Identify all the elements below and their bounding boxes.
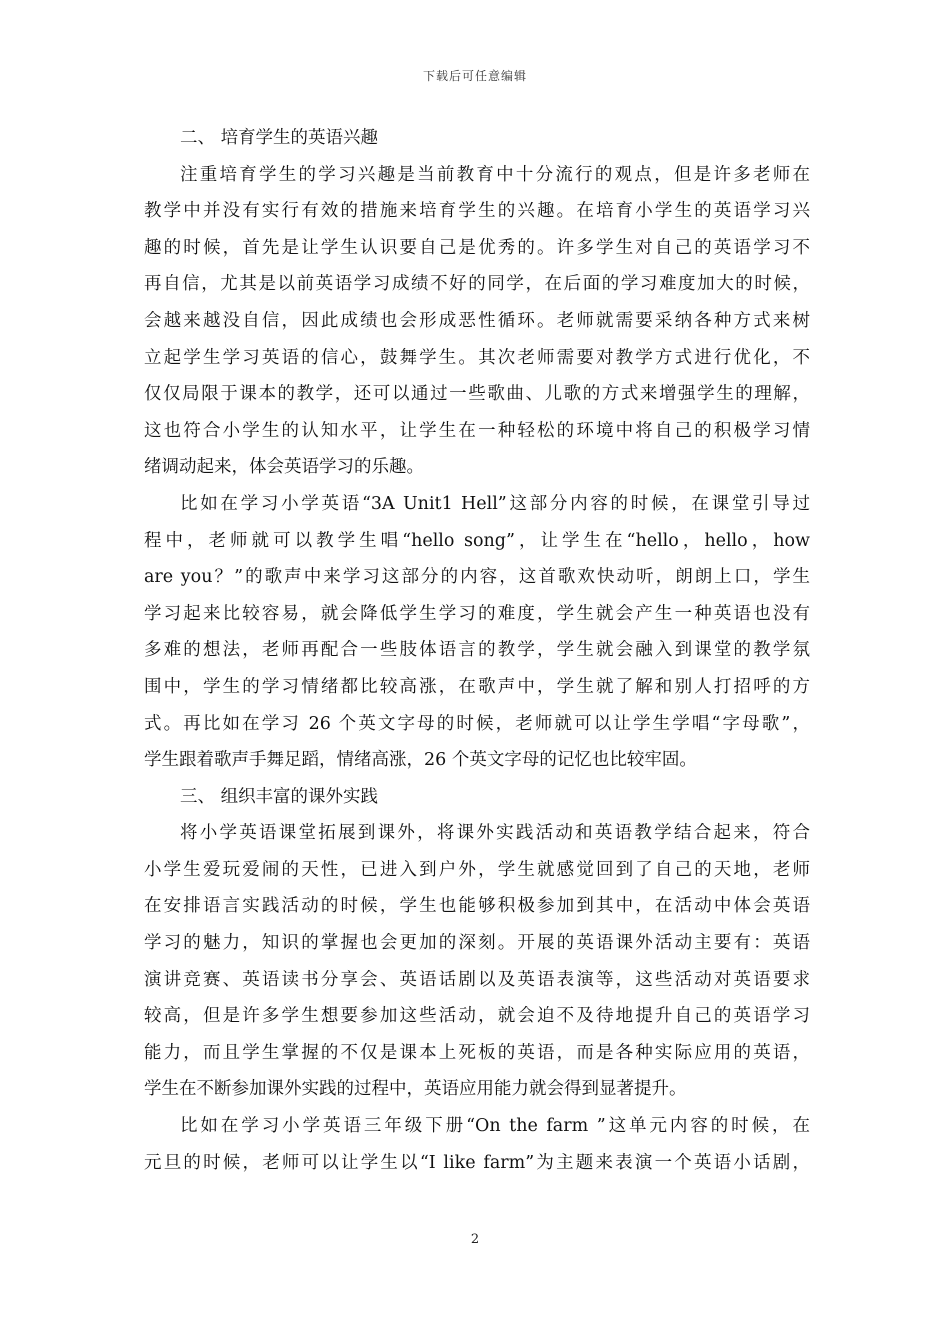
paragraph bbox=[144, 815, 810, 1108]
paragraph-line: 能力，而且学生掌握的不仅是课本上死板的英语，而是各种实际应用的英语， bbox=[144, 1042, 810, 1063]
paragraph-line: 程中，老师就可以教学生唱“hello song”，让学生在“hello，hello，how bbox=[144, 530, 810, 551]
paragraph-line: 演讲竞赛、英语读书分享会、英语话剧以及英语表演等，这些活动对英语要求 bbox=[144, 969, 810, 990]
paragraph bbox=[144, 157, 810, 486]
paragraph-line: 学生在不断参加课外实践的过程中，英语应用能力就会得到显著提升。 bbox=[144, 1079, 687, 1100]
paragraph-line: 围中，学生的学习情绪都比较高涨，在歌声中，学生就了解和别人打招呼的方 bbox=[144, 676, 810, 697]
paragraph-line: 教学中并没有实行有效的措施来培育学生的兴趣。在培育小学生的英语学习兴 bbox=[144, 201, 810, 222]
paragraph-line: 多难的想法，老师再配合一些肢体语言的教学，学生就会融入到课堂的教学氛 bbox=[144, 640, 810, 661]
paragraph-line: 注重培育学生的学习兴趣是当前教育中十分流行的观点，但是许多老师在 bbox=[180, 164, 810, 185]
page-number: 2 bbox=[470, 1232, 480, 1247]
paragraph-line: 小学生爱玩爱闹的天性，已进入到户外，学生就感觉回到了自己的天地，老师 bbox=[144, 859, 810, 880]
paragraph-line: 立起学生学习英语的信心，鼓舞学生。其次老师需要对教学方式进行优化，不 bbox=[144, 347, 810, 368]
paragraph-line: 式。再比如在学习 26 个英文字母的时候，老师就可以让学生学唱“字母歌”， bbox=[144, 713, 810, 734]
paragraph bbox=[144, 486, 810, 779]
section-heading bbox=[144, 120, 810, 157]
paragraph-line: 趣的时候，首先是让学生认识要自己是优秀的。许多学生对自己的英语学习不 bbox=[144, 237, 810, 258]
paragraph-line: 会越来越没自信，因此成绩也会形成恶性循环。老师就需要采纳各种方式来树 bbox=[144, 310, 810, 331]
heading-text: 二、 培育学生的英语兴趣 bbox=[180, 128, 379, 148]
section-heading bbox=[144, 779, 810, 816]
paragraph-line: 将小学英语课堂拓展到课外，将课外实践活动和英语教学结合起来，符合 bbox=[180, 823, 810, 844]
paragraph-line: 仅仅局限于课本的教学，还可以通过一些歌曲、儿歌的方式来增强学生的理解， bbox=[144, 384, 810, 405]
page-header: 下载后可任意编辑 bbox=[422, 69, 527, 83]
paragraph-line: 比如在学习小学英语三年级下册“On the farm ”这单元内容的时候，在 bbox=[180, 1116, 810, 1137]
paragraph-line: 学生跟着歌声手舞足蹈，情绪高涨，26 个英文字母的记忆也比较牢固。 bbox=[144, 750, 697, 771]
paragraph-line: 学习的魅力，知识的掌握也会更加的深刻。开展的英语课外活动主要有：英语 bbox=[144, 933, 810, 954]
paragraph-line: 学习起来比较容易，就会降低学生学习的难度，学生就会产生一种英语也没有 bbox=[144, 603, 810, 624]
paragraph-line: are you？”的歌声中来学习这部分的内容，这首歌欢快动听，朗朗上口，学生 bbox=[144, 567, 810, 588]
paragraph-line: 在安排语言实践活动的时候，学生也能够积极参加到其中，在活动中体会英语 bbox=[144, 896, 810, 917]
paragraph-line: 比如在学习小学英语“3A Unit1 Hell”这部分内容的时候，在课堂引导过 bbox=[180, 493, 810, 514]
paragraph bbox=[144, 1108, 810, 1181]
paragraph-line: 再自信，尤其是以前英语学习成绩不好的同学，在后面的学习难度加大的时候， bbox=[144, 274, 810, 295]
paragraph-line: 较高，但是许多学生想要参加这些活动，就会迫不及待地提升自己的英语学习 bbox=[144, 1006, 810, 1027]
paragraph-line: 这也符合小学生的认知水平，让学生在一种轻松的环境中将自己的积极学习情 bbox=[144, 420, 810, 441]
document-body bbox=[144, 120, 810, 1181]
paragraph-line: 绪调动起来，体会英语学习的乐趣。 bbox=[144, 457, 424, 478]
heading-text: 三、 组织丰富的课外实践 bbox=[180, 786, 379, 807]
paragraph-line: 元旦的时候，老师可以让学生以“I like farm”为主题来表演一个英语小话剧， bbox=[144, 1152, 810, 1173]
